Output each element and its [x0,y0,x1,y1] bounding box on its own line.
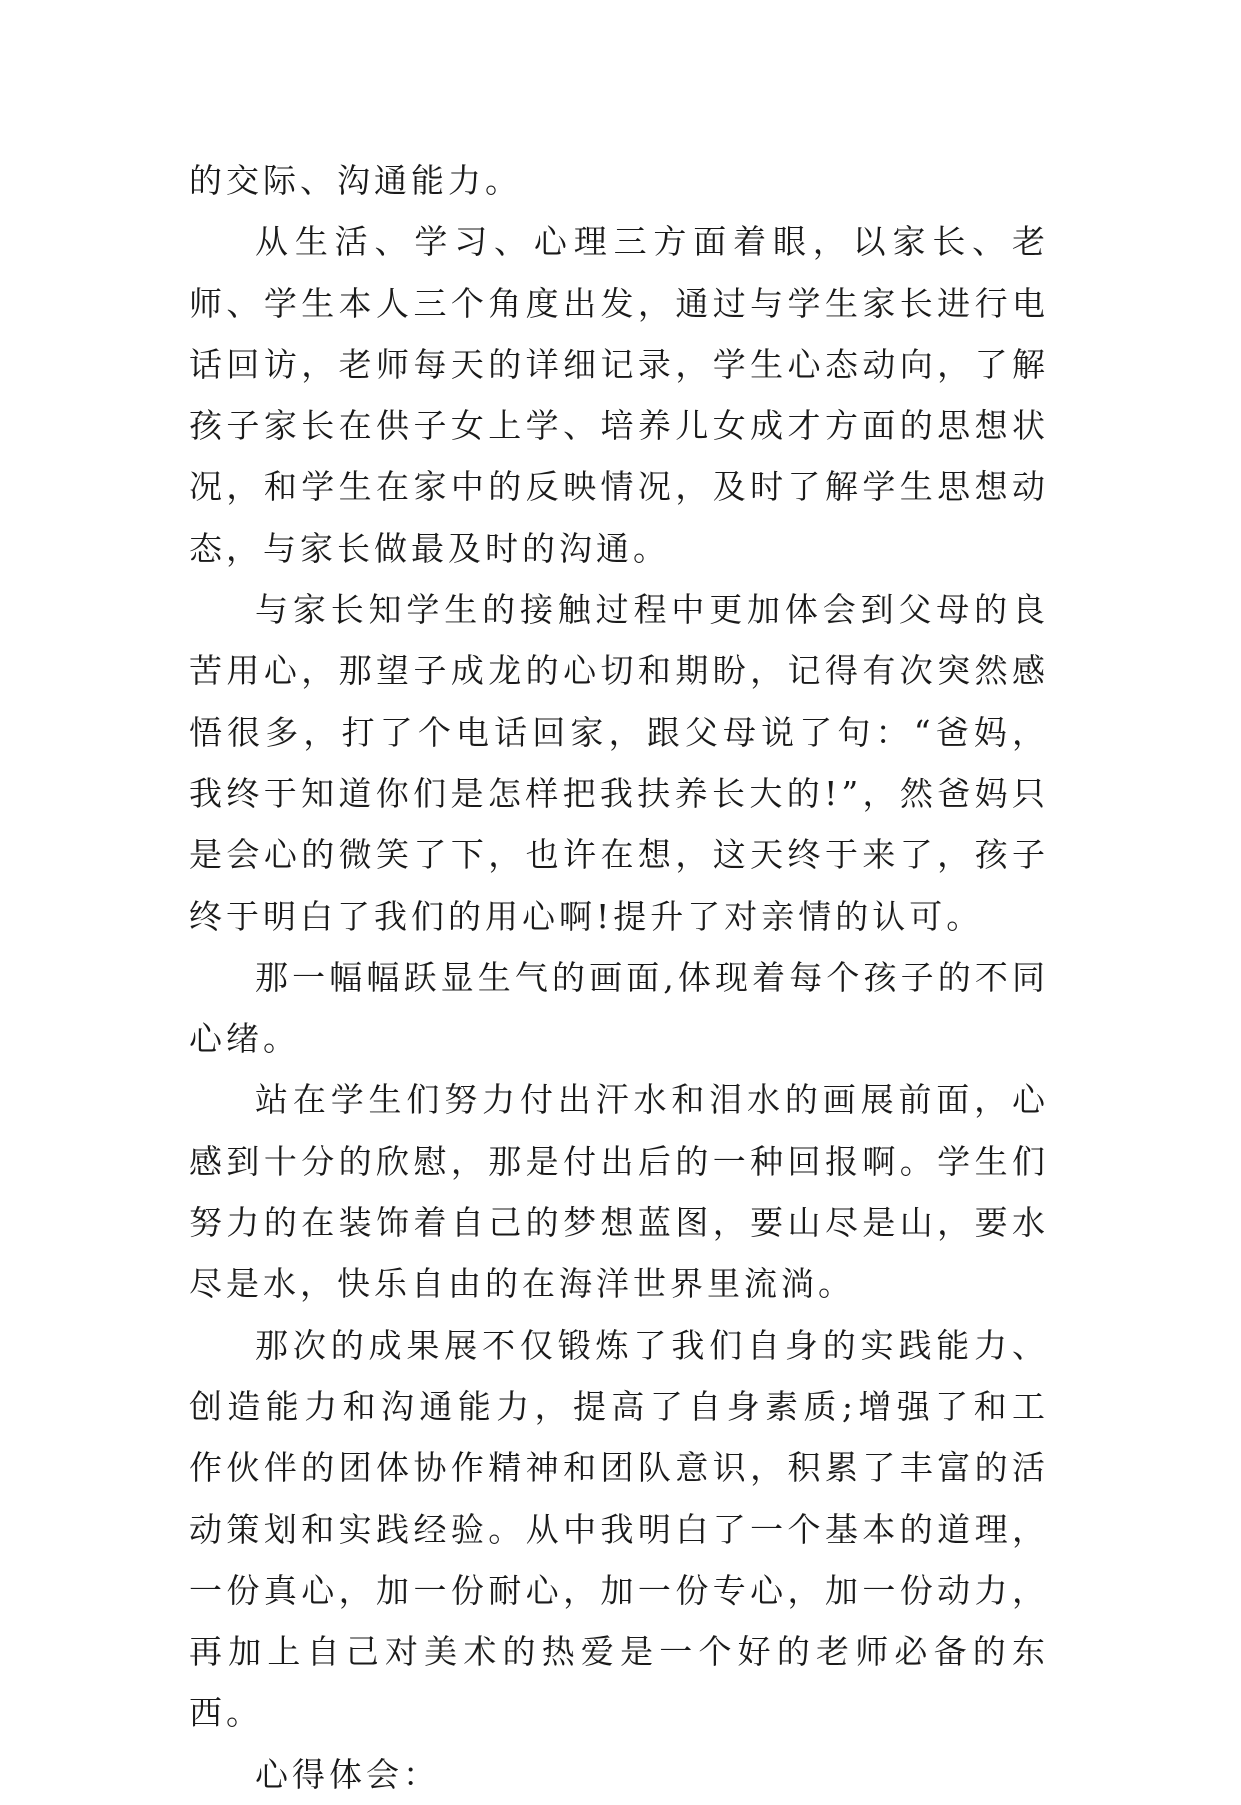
paragraph: 与家长知学生的接触过程中更加体会到父母的良苦用心，那望子成龙的心切和期盼，记得有次突然感悟很多，打了个电话回家，跟父母说了句：“爸妈，我终于知道你们是怎样把我扶养长大的!”，然爸妈只是会心的微笑了下，也许在想，这天终于来了，孩子终于明白了我们的用心啊!提升了对亲情的认可。 [189,590,1049,936]
document-body [189,150,1049,1805]
paragraph: 站在学生们努力付出汗水和泪水的画展前面，心感到十分的欣慰，那是付出后的一种回报啊。学生们努力的在装饰着自己的梦想蓝图，要山尽是山，要水尽是水，快乐自由的在海洋世界里流淌。 [189,1080,1049,1304]
paragraph: 从生活、学习、心理三方面着眼，以家长、老师、学生本人三个角度出发，通过与学生家长进行电话回访，老师每天的详细记录，学生心态动向，了解孩子家长在供子女上学、培养儿女成才方面的思想状况，和学生在家中的反映情况，及时了解学生思想动态，与家长做最及时的沟通。 [189,222,1049,568]
paragraph: 那一幅幅跃显生气的画面,体现着每个孩子的不同心绪。 [189,957,1049,1059]
paragraph-continuation: 的交际、沟通能力。 [189,161,522,200]
section-heading: 心得体会： [255,1754,440,1794]
paragraph: 那次的成果展不仅锻炼了我们自身的实践能力、创造能力和沟通能力，提高了自身素质;增强了和工作伙伴的团体协作精神和团队意识，积累了丰富的活动策划和实践经验。从中我明白了一个基本的道理，一份真心，加一份耐心，加一份专心，加一份动力，再加上自己对美术的热爱是一个好的老师必备的东西。 [189,1325,1049,1733]
